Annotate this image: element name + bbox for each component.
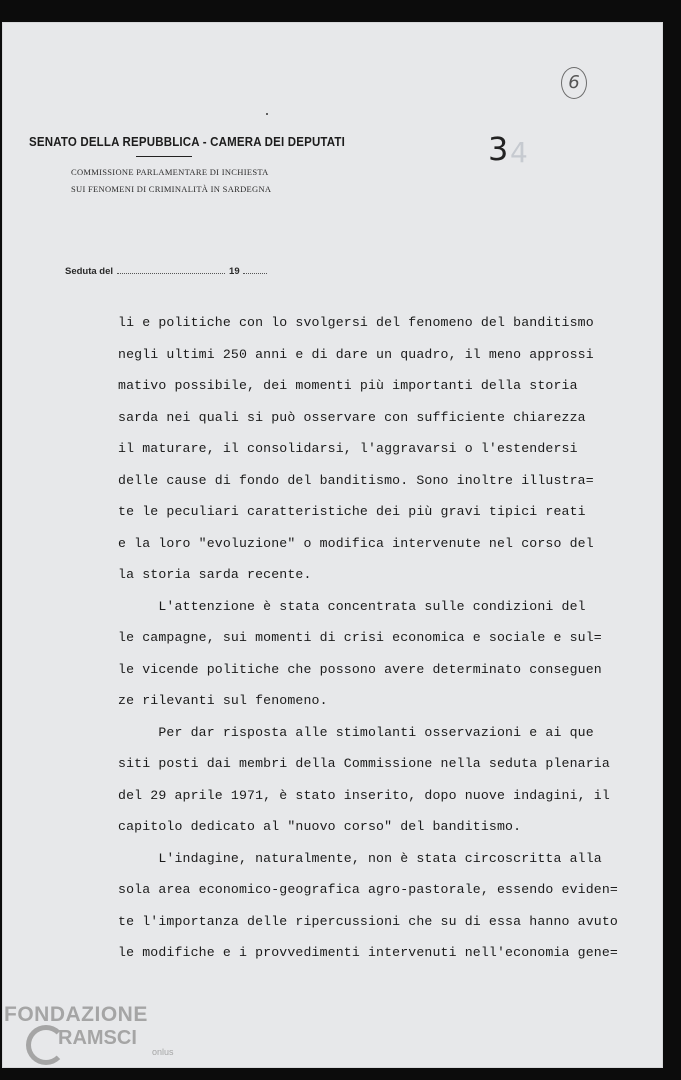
document-page — [2, 22, 663, 1068]
watermark-line2: RAMSCI — [58, 1027, 137, 1049]
body-line: capitolo dedicato al "nuovo corso" del banditismo. — [118, 819, 522, 834]
title-underline — [136, 156, 192, 157]
body-line: e la loro "evoluzione" o modifica intervenute nel corso del — [118, 535, 594, 551]
commission-name-line1: COMMISSIONE PARLAMENTARE DI INCHIESTA — [71, 167, 269, 177]
body-line: mativo possibile, dei momenti più importanti della storia — [118, 378, 578, 393]
faint-page-number: 4 — [510, 136, 528, 169]
body-line: sarda nei quali si può osservare con sufficiente chiarezza — [118, 409, 586, 425]
commission-name-line2: SUI FENOMENI DI CRIMINALITÀ IN SARDEGNA — [71, 184, 272, 194]
body-line: le campagne, sui momenti di crisi economica e sociale e sul= — [118, 630, 602, 645]
body-line: te le peculiari caratteristiche dei più gravi tipici reati — [118, 504, 586, 519]
body-line: le vicende politiche che possono avere determinato conseguen — [118, 661, 602, 677]
date-blank — [117, 265, 225, 274]
institution-title: SENATO DELLA REPUBBLICA - CAMERA DEI DEPUTATI — [29, 135, 346, 149]
body-line: ze rilevanti sul fenomeno. — [118, 693, 328, 708]
body-line: siti posti dai membri della Commissione nella seduta plenaria — [118, 756, 610, 771]
body-line: negli ultimi 250 anni e di dare un quadro, il meno approssi — [118, 346, 594, 362]
body-line: il maturare, il consolidarsi, l'aggravarsi o l'estendersi — [118, 441, 578, 456]
body-line: le modifiche e i provvedimenti intervenuti nell'economia gene= — [118, 945, 618, 960]
body-line: li e politiche con lo svolgersi del fenomeno del banditismo — [118, 315, 594, 330]
session-date-label: Seduta del — [65, 266, 114, 277]
watermark-line1: FONDAZIONE — [4, 1003, 148, 1026]
body-line: sola area economico-geografica agro-pastorale, essendo eviden= — [118, 882, 618, 897]
year-blank — [243, 265, 267, 274]
ink-dot — [266, 113, 268, 115]
body-line: la storia sarda recente. — [118, 567, 312, 582]
watermark-suffix: onlus — [152, 1047, 174, 1057]
body-line: delle cause di fondo del banditismo. Sono inoltre illustra= — [118, 472, 594, 488]
session-date-field — [65, 265, 267, 277]
body-line: L'attenzione è stata concentrata sulle condizioni del — [118, 598, 586, 614]
body-line: L'indagine, naturalmente, non è stata circoscritta alla — [118, 850, 602, 866]
fondazione-gramsci-watermark — [4, 1003, 174, 1057]
body-line: Per dar risposta alle stimolanti osservazioni e ai que — [118, 724, 594, 740]
year-prefix: 19 — [229, 266, 240, 277]
body-line: del 29 aprile 1971, è stato inserito, dopo nuove indagini, il — [118, 787, 610, 803]
archive-page-number: 6 — [561, 67, 587, 99]
page-number: 3 — [488, 130, 509, 168]
body-line: te l'importanza delle ripercussioni che su di essa hanno avuto — [118, 913, 618, 929]
typewritten-body — [118, 312, 623, 974]
